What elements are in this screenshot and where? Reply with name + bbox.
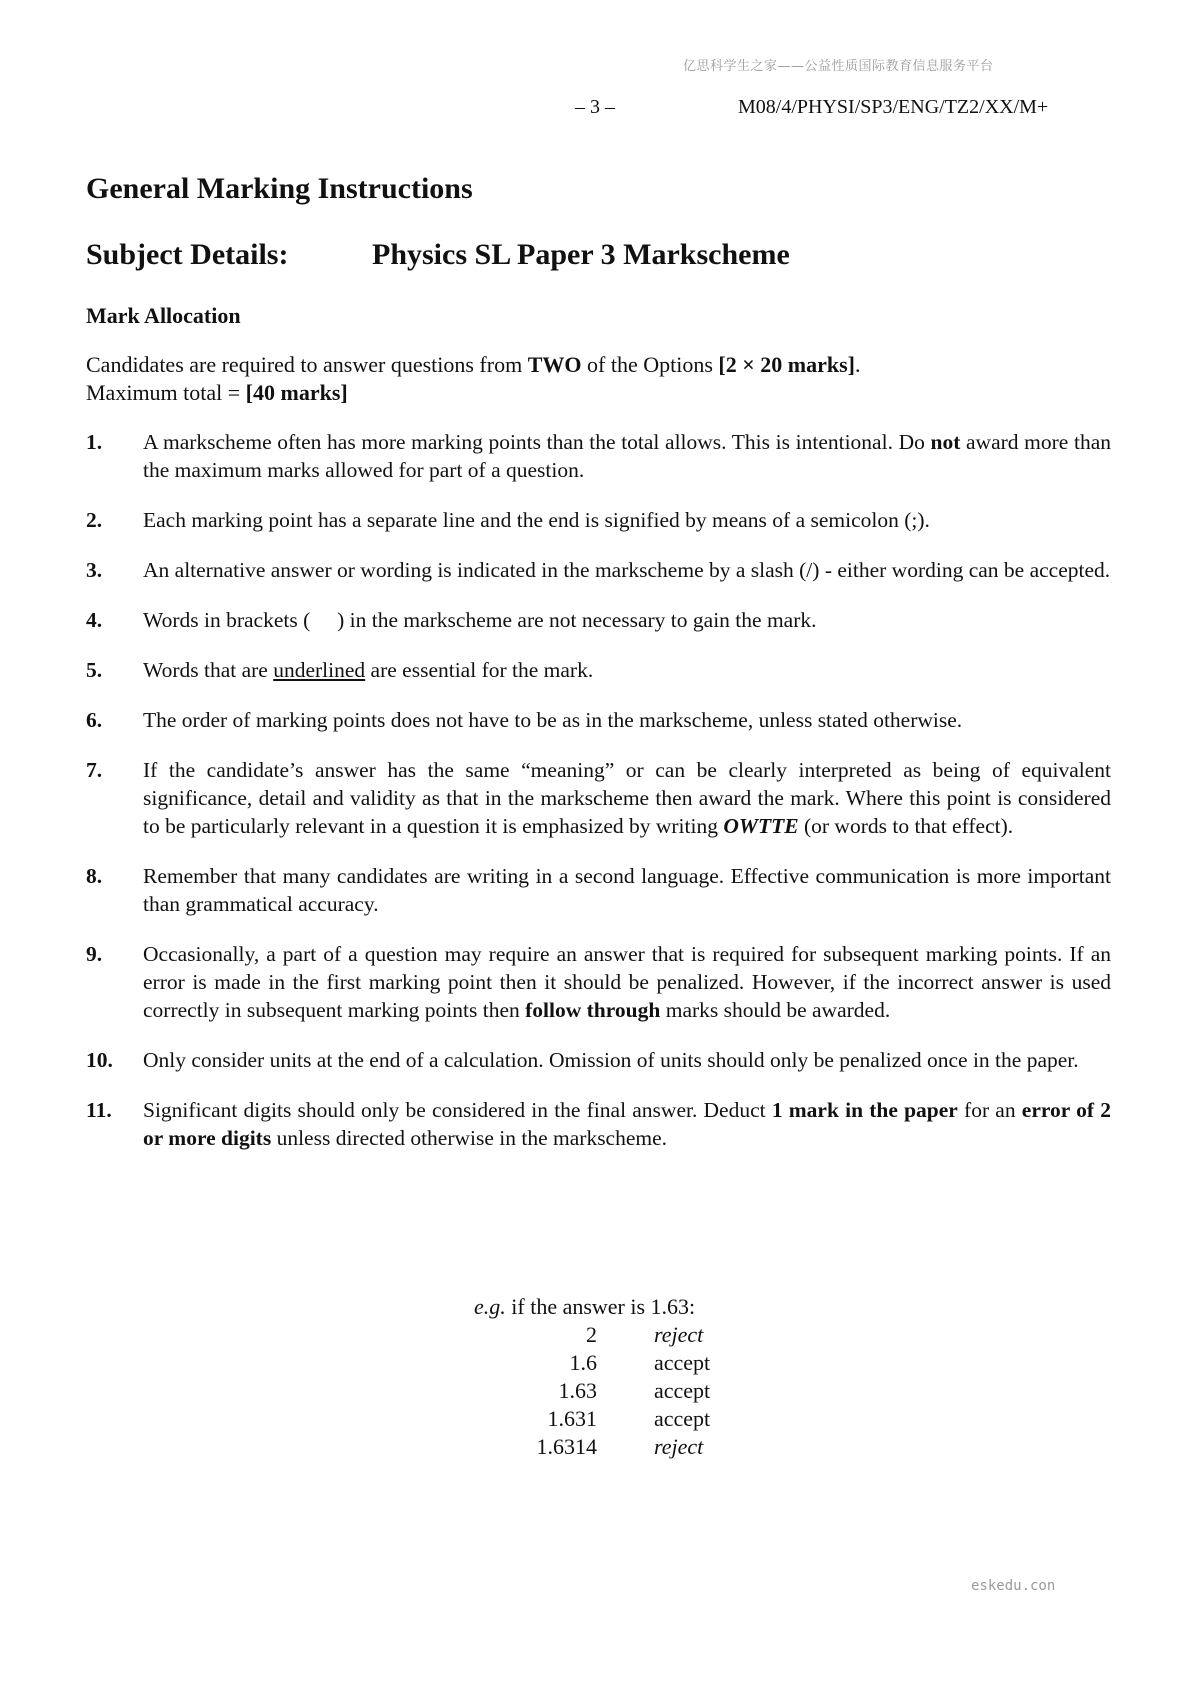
example-row [524, 1377, 710, 1405]
page-number: – 3 – [575, 96, 615, 118]
example-row [524, 1321, 710, 1349]
example-verdict: accept [654, 1350, 711, 1375]
rule-number: 4. [86, 608, 103, 632]
example-row [524, 1405, 710, 1433]
rule-item [86, 940, 1111, 1024]
rule-number: 10. [86, 1048, 113, 1072]
example-value: 1.6314 [536, 1434, 597, 1459]
rule-number: 5. [86, 658, 103, 682]
example-verdict: reject [654, 1322, 704, 1347]
rule-item [86, 656, 1111, 684]
example-verdict: accept [654, 1406, 711, 1431]
example-row [524, 1433, 710, 1461]
rule-number: 1. [86, 430, 103, 454]
mark-allocation-text [86, 351, 1111, 407]
rule-text: Occasionally, a part of a question may require an answer that is required for subsequent marking points. If an error is made in the first marking point then it should be penalized. However, if the incorrect answer is used correctly in subsequent marking points then follow through marks should be awarded. [143, 942, 1111, 1022]
rule-item [86, 428, 1111, 484]
rule-number: 6. [86, 708, 103, 732]
rule-item [86, 862, 1111, 918]
rule-item [86, 756, 1111, 840]
rule-number: 9. [86, 942, 103, 966]
example-verdict: accept [654, 1378, 711, 1403]
rule-text: An alternative answer or wording is indicated in the markscheme by a slash (/) - either wording can be accepted. [143, 558, 1111, 582]
rule-text: If the candidate’s answer has the same “meaning” or can be clearly interpreted as being of equivalent significance, detail and validity as that in the markscheme then award the mark. Where this point is considered to be particularly relevant in a question it is emphasized by writing OWTTE (or words to that effect). [143, 758, 1111, 838]
rule-number: 8. [86, 864, 103, 888]
watermark-bottom: eskedu.con [971, 1578, 1056, 1594]
example-value: 1.6 [569, 1350, 597, 1375]
mark-allocation-line-1: Candidates are required to answer questions from TWO of the Options [2 × 20 marks]. [86, 352, 861, 377]
document-code: M08/4/PHYSI/SP3/ENG/TZ2/XX/M+ [738, 96, 1049, 118]
rule-item [86, 506, 1111, 534]
rule-item [86, 606, 1111, 634]
rule-text: Remember that many candidates are writing in a second language. Effective communication is more important than grammatical accuracy. [143, 864, 1111, 916]
page-title: General Marking Instructions [86, 172, 473, 205]
subject-label: Subject Details: [86, 238, 289, 271]
rule-number: 11. [86, 1098, 112, 1122]
example-value: 1.631 [547, 1406, 597, 1431]
rule-number: 7. [86, 758, 103, 782]
marking-rules-list [86, 428, 1111, 1174]
example-verdict: reject [654, 1434, 704, 1459]
subject-value: Physics SL Paper 3 Markscheme [372, 238, 790, 271]
rule-item [86, 1046, 1111, 1074]
rule-text: Words in brackets ( ) in the markscheme are not necessary to gain the mark. [143, 608, 817, 632]
rule-text: Each marking point has a separate line and the end is signified by means of a semicolon (;). [143, 508, 930, 532]
rule-text: A markscheme often has more marking points than the total allows. This is intentional. Do not award more than the maximum marks allowed for part of a question. [143, 430, 1111, 482]
rule-item [86, 556, 1111, 584]
example-table [524, 1321, 710, 1461]
rule-number: 2. [86, 508, 103, 532]
mark-allocation-line-2: Maximum total = [40 marks] [86, 380, 348, 405]
example-caption: e.g. if the answer is 1.63: [474, 1294, 696, 1319]
rule-text: Only consider units at the end of a calculation. Omission of units should only be penalized once in the paper. [143, 1048, 1079, 1072]
example-row [524, 1349, 710, 1377]
rule-item [86, 706, 1111, 734]
example-value: 2 [586, 1322, 597, 1347]
example-value: 1.63 [558, 1378, 597, 1403]
rule-text: Significant digits should only be considered in the final answer. Deduct 1 mark in the paper for an error of 2 or more digits unless directed otherwise in the markscheme. [143, 1098, 1111, 1150]
mark-allocation-heading: Mark Allocation [86, 303, 241, 328]
rule-item [86, 1096, 1111, 1152]
significant-digits-example [474, 1293, 710, 1461]
rule-number: 3. [86, 558, 103, 582]
watermark-top: 亿思科学生之家——公益性质国际教育信息服务平台 [683, 59, 994, 74]
rule-text: The order of marking points does not have to be as in the markscheme, unless stated otherwise. [143, 708, 963, 732]
rule-text: Words that are underlined are essential for the mark. [143, 658, 594, 682]
